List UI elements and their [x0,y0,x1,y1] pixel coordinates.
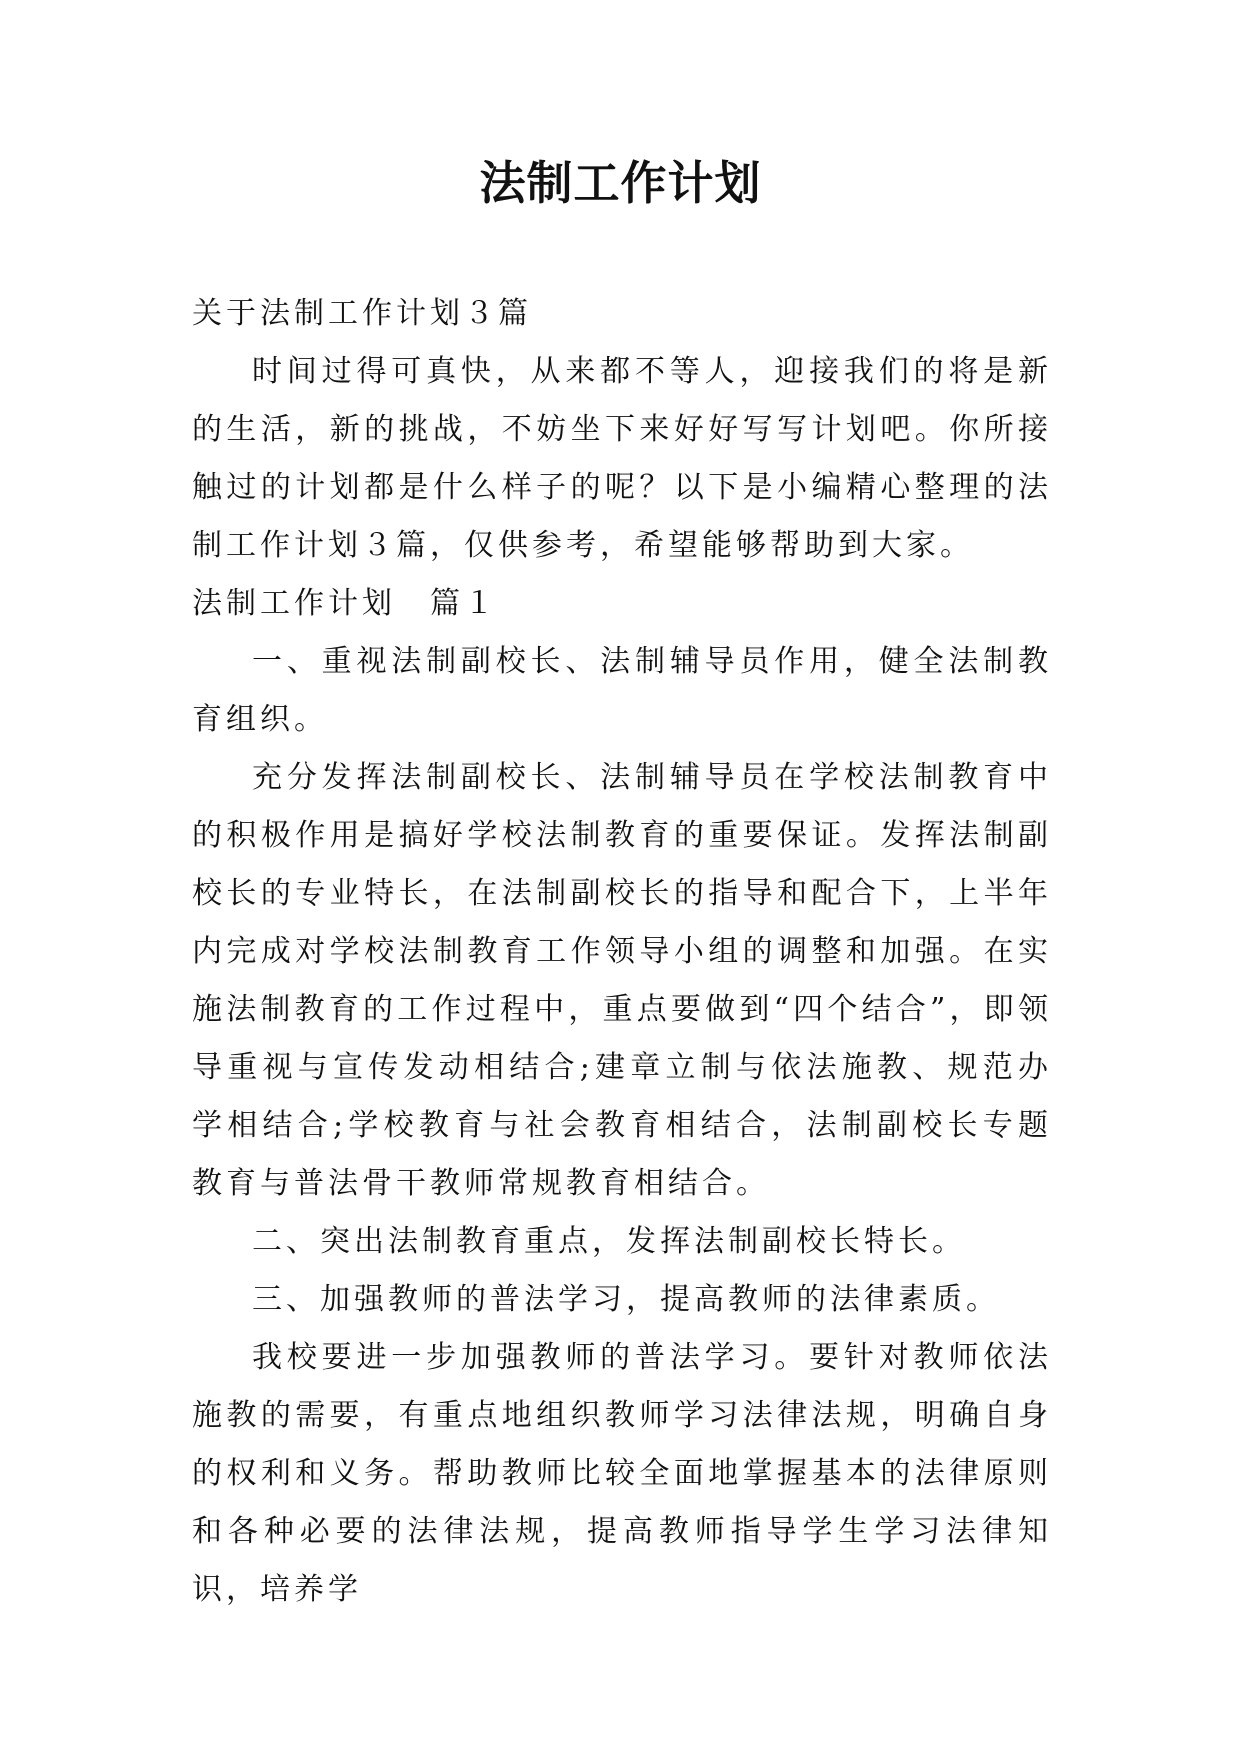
paragraph: 二、突出法制教育重点，发挥法制副校长特长。 [252,1224,966,1259]
paragraph: 一、重视法制副校长、法制辅导员作用，健全法制教育组织。 [192,644,1052,737]
document-body [192,285,1052,1619]
paragraph: 关于法制工作计划３篇 [192,296,532,331]
section-heading: 法制工作计划 篇１ [192,586,498,621]
paragraph: 充分发挥法制副校长、法制辅导员在学校法制教育中的积极作用是搞好学校法制教育的重要保证。发挥法制副校长的专业特长，在法制副校长的指导和配合下，上半年内完成对学校法制教育工作领导小组的调整和加强。在实施法制教育的工作过程中，重点要做到“四个结合”，即领导重视与宣传发动相结合;建章立制与依法施教、规范办学相结合;学校教育与社会教育相结合，法制副校长专题教育与普法骨干教师常规教育相结合。 [192,760,1052,1201]
paragraph: 三、加强教师的普法学习，提高教师的法律素质。 [252,1282,1000,1317]
paragraph: 时间过得可真快，从来都不等人，迎接我们的将是新的生活，新的挑战，不妨坐下来好好写写计划吧。你所接触过的计划都是什么样子的呢？以下是小编精心整理的法制工作计划３篇，仅供参考，希望能够帮助到大家。 [192,354,1052,563]
paragraph: 我校要进一步加强教师的普法学习。要针对教师依法施教的需要，有重点地组织教师学习法律法规，明确自身的权利和义务。帮助教师比较全面地掌握基本的法律原则和各种必要的法律法规，提高教师指导学生学习法律知识，培养学 [192,1340,1052,1607]
document-title: 法制工作计划 [479,156,762,210]
